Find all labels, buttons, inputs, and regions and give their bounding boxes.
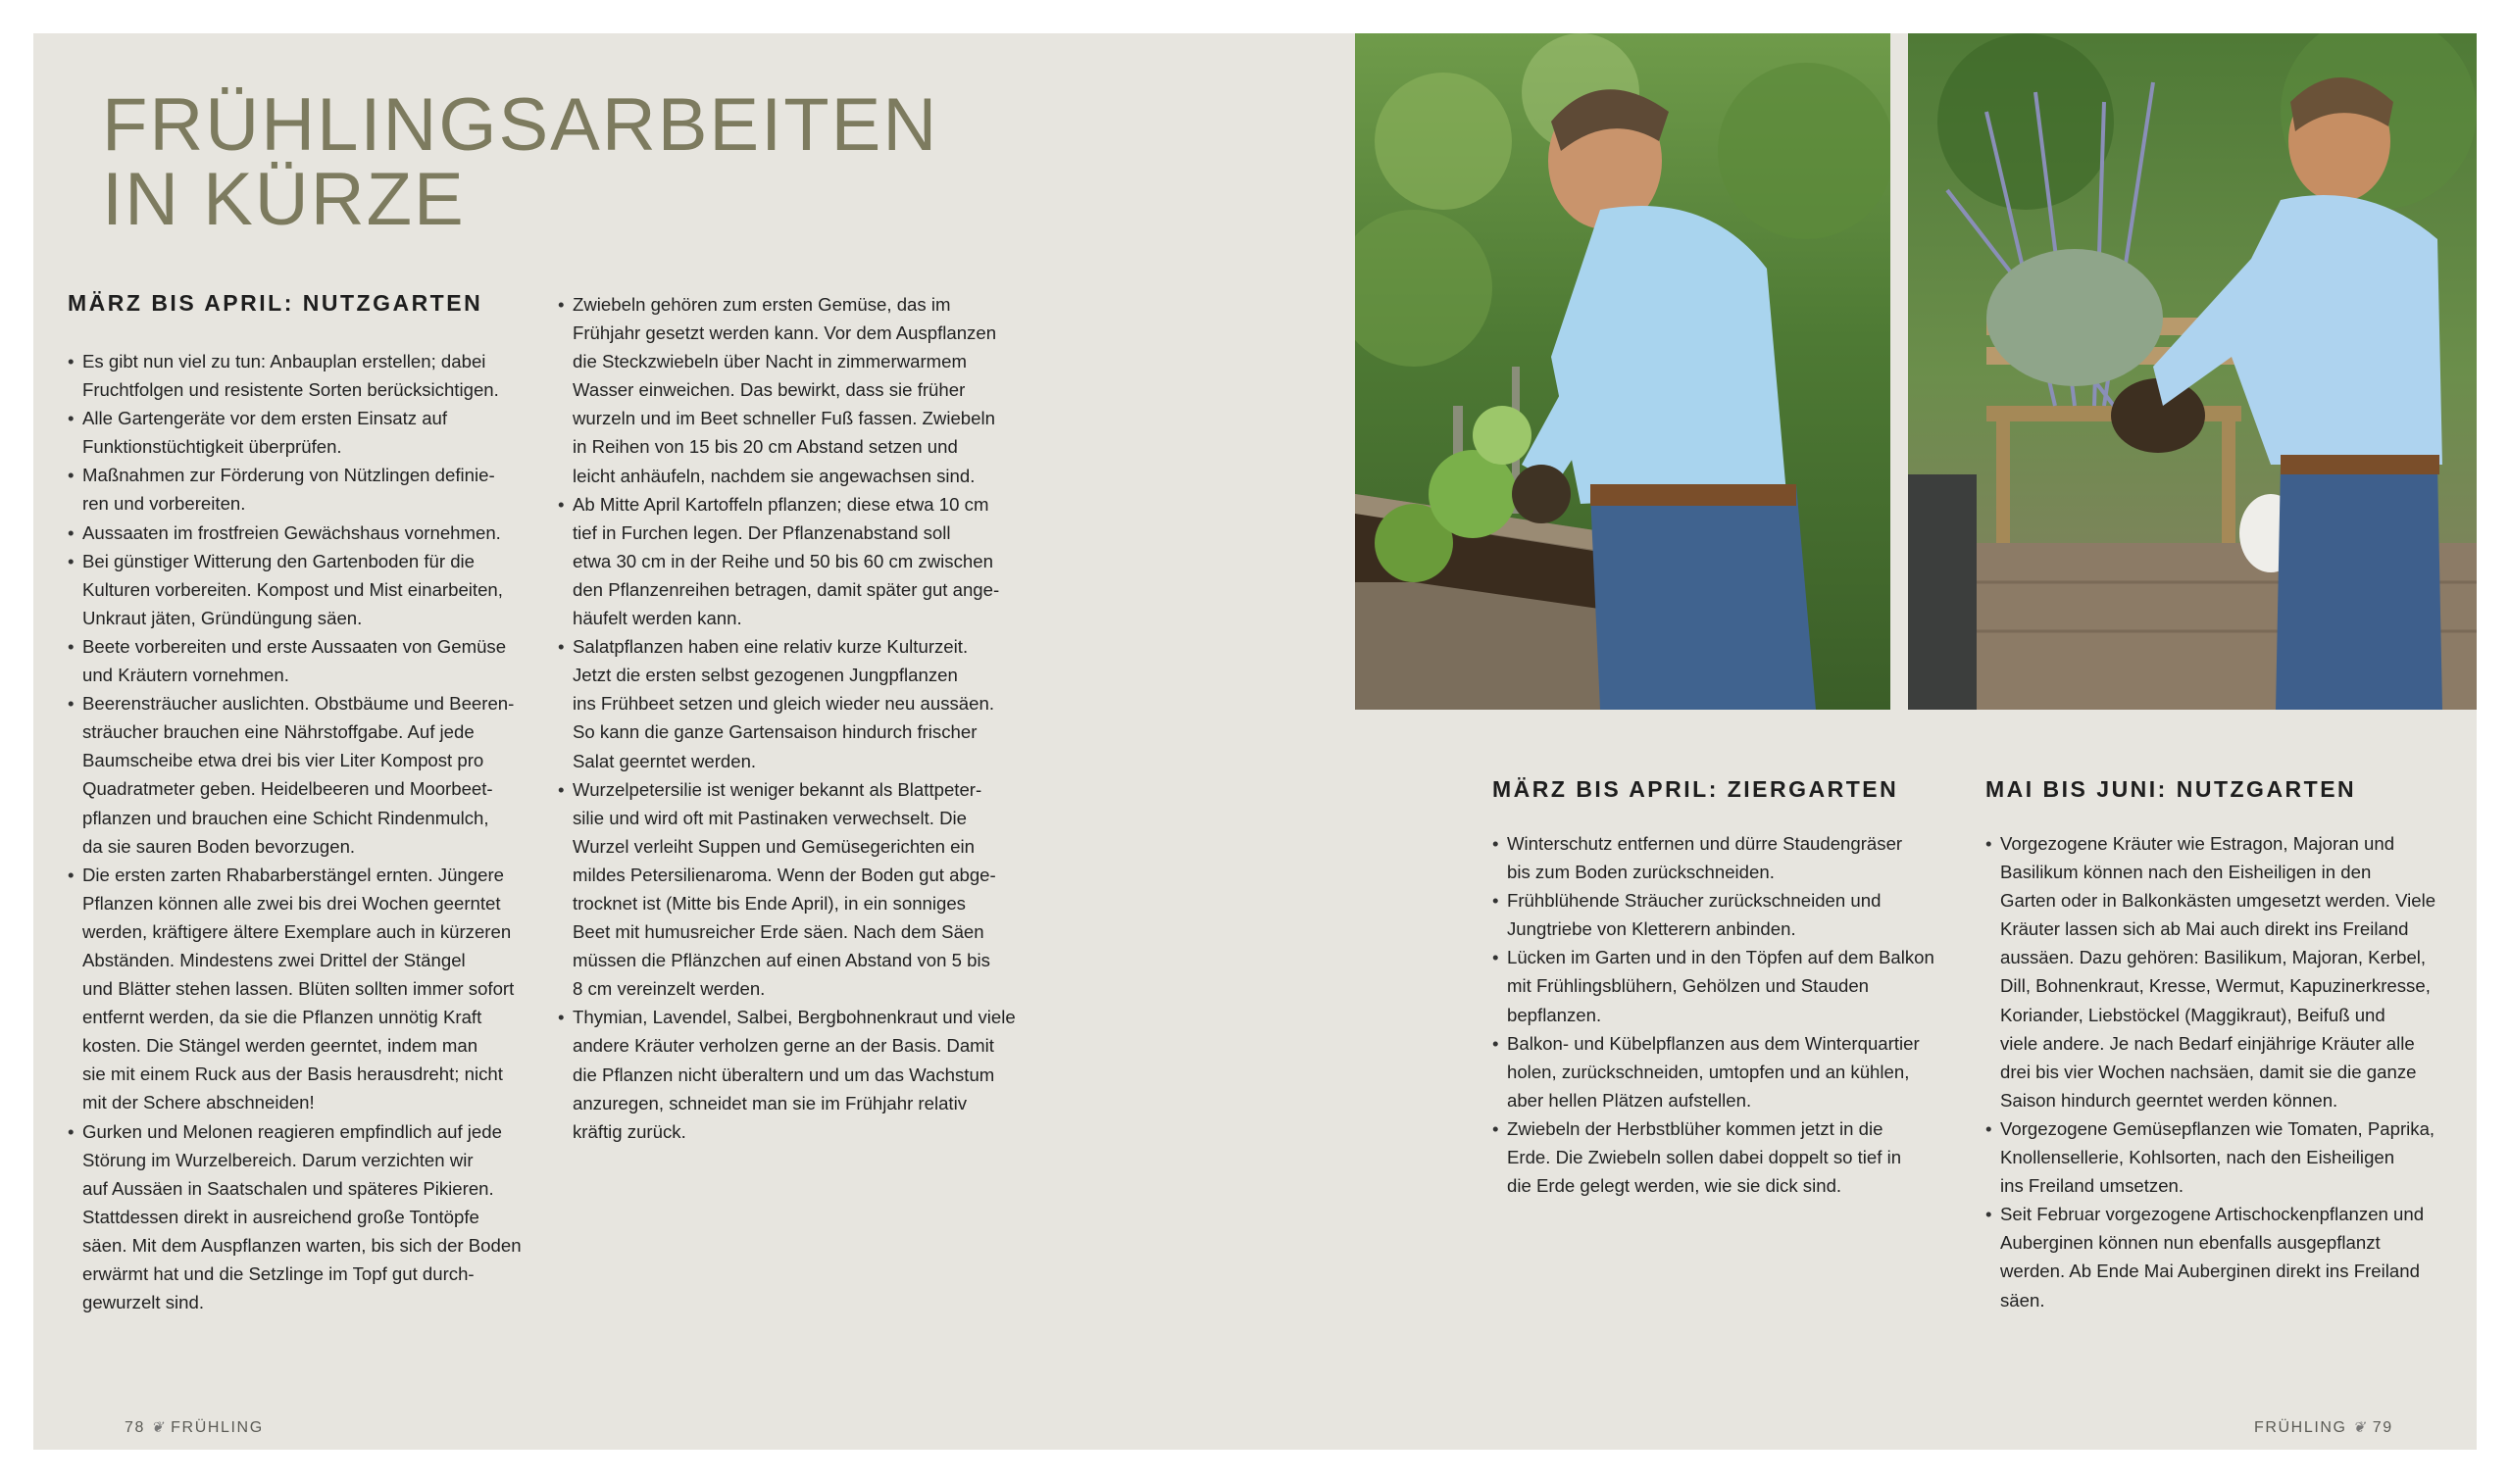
- list-item: • Bei günstiger Witterung den Gartenboden für die Kulturen vorbereiten. Kompost und Mist einarbeiten, Unkraut jäten, Gründüngung säen.: [68, 547, 577, 632]
- list-item: • Frühblühende Sträucher zurückschneiden und Jungtriebe von Kletterern anbinden.: [1492, 886, 1963, 943]
- book-spread: [33, 33, 2477, 1450]
- folio-section-left: FRÜHLING: [171, 1419, 264, 1436]
- list-item: • Zwiebeln gehören zum ersten Gemüse, das im Frühjahr gesetzt werden kann. Vor dem Auspflanzen die Steckzwiebeln über Nacht in zimmerwarmem Wasser einweichen. Das bewirkt, dass sie früher wurzeln und im Beet schneller Fuß fassen. Zwiebeln in Reihen von 15 bis 20 cm Abstand setzen und leicht anhäufeln, nachdem sie angewachsen sind.: [558, 290, 1068, 490]
- folio-section-right: FRÜHLING: [2254, 1419, 2347, 1436]
- list-item: • Salatpflanzen haben eine relativ kurze Kulturzeit. Jetzt die ersten selbst gezogenen Jungpflanzen ins Frühbeet setzen und gleich wieder neu aussäen. So kann die ganze Gartensaison hindurch frischer Salat geerntet werden.: [558, 632, 1068, 774]
- list-item: • Beerensträucher auslichten. Obstbäume und Beeren- sträucher brauchen eine Nährstoffgabe. Auf jede Baumscheibe etwa drei bis vier Liter Kompost pro Quadratmeter geben. Heidelbeeren und Moorbeet- pflanzen und brauchen eine Schicht Rindenmulch, da sie sauren Boden bevorzugen.: [68, 689, 577, 861]
- list-nutzgarten-mai-juni: [1985, 829, 2466, 1314]
- heading-ziergarten: MÄRZ BIS APRIL: ZIERGARTEN: [1492, 776, 1899, 802]
- list-item: • Ab Mitte April Kartoffeln pflanzen; diese etwa 10 cm tief in Furchen legen. Der Pflanzenabstand soll etwa 30 cm in der Reihe und 50 bis 60 cm zwischen den Pflanzenreihen betragen, damit später gut ange- häufelt werden kann.: [558, 490, 1068, 632]
- page-number-left: 78: [125, 1419, 145, 1436]
- list-item: • Balkon- und Kübelpflanzen aus dem Winterquartier holen, zurückschneiden, umtopfen und an kühlen, aber hellen Plätzen aufstellen.: [1492, 1029, 1963, 1114]
- page-number-right: 79: [2372, 1419, 2393, 1436]
- folio-right: [2254, 1418, 2393, 1437]
- list-item: • Aussaaten im frostfreien Gewächshaus vornehmen.: [68, 519, 577, 547]
- list-item: • Thymian, Lavendel, Salbei, Bergbohnenkraut und viele andere Kräuter verholzen gerne an der Basis. Damit die Pflanzen nicht überaltern und um das Wachstum anzuregen, schneidet man sie im Frühjahr relativ kräftig zurück.: [558, 1003, 1068, 1145]
- list-nutzgarten-col1: [68, 347, 577, 1316]
- list-item: • Winterschutz entfernen und dürre Staudengräser bis zum Boden zurückschneiden.: [1492, 829, 1963, 886]
- leaf-ornament-icon: ❦: [151, 1419, 166, 1436]
- page-title: [102, 83, 939, 241]
- list-item: • Alle Gartengeräte vor dem ersten Einsatz auf Funktionstüchtigkeit überprüfen.: [68, 404, 577, 461]
- heading-nutzgarten-mai-juni: MAI BIS JUNI: NUTZGARTEN: [1985, 776, 2357, 802]
- list-item: • Es gibt nun viel zu tun: Anbauplan erstellen; dabei Fruchtfolgen und resistente Sorten berücksichtigen.: [68, 347, 577, 404]
- list-item: • Gurken und Melonen reagieren empfindlich auf jede Störung im Wurzelbereich. Darum verzichten wir auf Aussäen in Saatschalen und späteres Pikieren. Stattdessen direkt in ausreichend große Tontöpfe säen. Mit dem Auspflanzen warten, bis sich der Boden erwärmt hat und die Setzlinge im Topf gut durch- gewurzelt sind.: [68, 1117, 577, 1317]
- title-line-2: IN KÜRZE: [102, 158, 466, 241]
- list-item: • Zwiebeln der Herbstblüher kommen jetzt in die Erde. Die Zwiebeln sollen dabei doppelt so tief in die Erde gelegt werden, wie sie dick sind.: [1492, 1114, 1963, 1200]
- list-item: • Lücken im Garten und in den Töpfen auf dem Balkon mit Frühlingsblühern, Gehölzen und Stauden bepflanzen.: [1492, 943, 1963, 1028]
- list-item: • Beete vorbereiten und erste Aussaaten von Gemüse und Kräutern vornehmen.: [68, 632, 577, 689]
- list-item: • Die ersten zarten Rhabarberstängel ernten. Jüngere Pflanzen können alle zwei bis drei Wochen geerntet werden, kräftigere ältere Exemplare auch in kürzeren Abständen. Mindestens zwei Drittel der Stängel und Blätter stehen lassen. Blüten sollten immer sofort entfernt werden, da sie die Pflanzen unnötig Kraft kosten. Die Stängel werden geerntet, indem man sie mit einem Ruck aus der Basis herausdreht; nicht mit der Schere abschneiden!: [68, 861, 577, 1117]
- photo-raised-bed: [1355, 33, 1890, 710]
- list-item: • Vorgezogene Gemüsepflanzen wie Tomaten, Paprika, Knollensellerie, Kohlsorten, nach den Eisheiligen ins Freiland umsetzen.: [1985, 1114, 2466, 1200]
- list-item: • Maßnahmen zur Förderung von Nützlingen definie- ren und vorbereiten.: [68, 461, 577, 518]
- list-ziergarten: [1492, 829, 1963, 1200]
- heading-nutzgarten-maerz-april: MÄRZ BIS APRIL: NUTZGARTEN: [68, 290, 483, 316]
- title-line-1: FRÜHLINGSARBEITEN: [102, 83, 939, 167]
- list-nutzgarten-col2: [558, 290, 1068, 1146]
- list-item: • Vorgezogene Kräuter wie Estragon, Majoran und Basilikum können nach den Eisheiligen in den Garten oder in Balkonkästen umgesetzt werden. Viele Kräuter lassen sich ab Mai auch direkt ins Freiland aussäen. Dazu gehören: Basilikum, Majoran, Kerbel, Dill, Bohnenkraut, Kresse, Wermut, Kapuzinerkresse, Koriander, Liebstöckel (Maggikraut), Beifuß und viele andere. Je nach Bedarf einjährige Kräuter alle drei bis vier Wochen nachsäen, damit sie die ganze Saison hindurch geerntet werden können.: [1985, 829, 2466, 1114]
- photo-lavender: [1908, 33, 2477, 710]
- leaf-ornament-icon: ❦: [2352, 1419, 2367, 1436]
- folio-left: [125, 1418, 264, 1437]
- list-item: • Seit Februar vorgezogene Artischockenpflanzen und Auberginen können nun ebenfalls ausgepflanzt werden. Ab Ende Mai Auberginen direkt ins Freiland säen.: [1985, 1200, 2466, 1313]
- list-item: • Wurzelpetersilie ist weniger bekannt als Blattpeter- silie und wird oft mit Pastinaken verwechselt. Die Wurzel verleiht Suppen und Gemüsegerichten ein mildes Petersilienaroma. Wenn der Boden gut abge- trocknet ist (Mitte bis Ende April), in ein sonniges Beet mit humusreicher Erde säen. Nach dem Säen müssen die Pflänzchen auf einen Abstand von 5 bis 8 cm vereinzelt werden.: [558, 775, 1068, 1004]
